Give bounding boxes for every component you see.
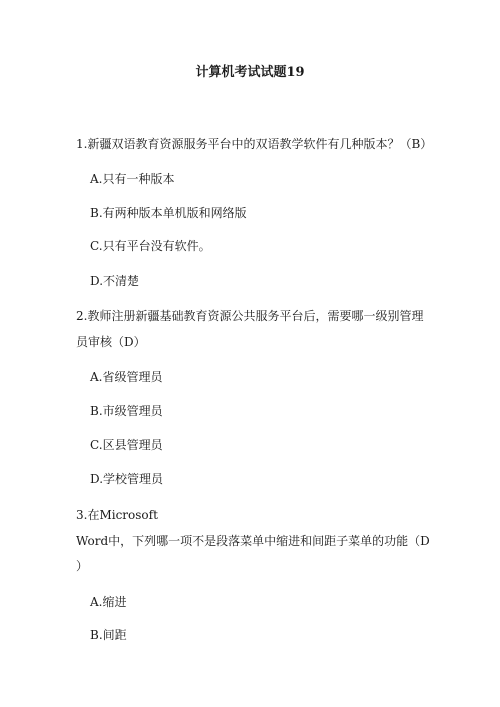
question-1-text: 1.新疆双语教育资源服务平台中的双语教学软件有几种版本？（B） <box>76 137 433 151</box>
question-2-option-d: D.学校管理员 <box>90 472 164 486</box>
question-1-option-a: A.只有一种版本 <box>90 172 175 186</box>
question-1-option-c: C.只有平台没有软件。 <box>90 239 211 253</box>
question-2-text-line-1: 2.教师注册新疆基础教育资源公共服务平台后，需要哪一级别管理 <box>76 309 424 323</box>
question-2-option-c: C.区县管理员 <box>90 438 163 452</box>
question-3-text-line-1: 3.在Microsoft <box>76 508 158 522</box>
question-2-option-b: B.市级管理员 <box>90 404 163 418</box>
question-3-text-line-3: ） <box>76 559 89 573</box>
question-2-text-line-2: 员审核（D） <box>76 335 146 349</box>
question-1-option-d: D.不清楚 <box>90 274 140 288</box>
question-3-option-a: A.缩进 <box>90 595 127 609</box>
question-3-option-b: B.间距 <box>90 628 127 642</box>
question-1-option-b: B.有两种版本单机版和网络版 <box>90 206 247 220</box>
question-3-text-line-2: Word中，下列哪一项不是段落菜单中缩进和间距子菜单的功能（D <box>76 534 430 548</box>
page-title: 计算机考试试题19 <box>195 65 305 80</box>
question-2-option-a: A.省级管理员 <box>90 370 163 384</box>
